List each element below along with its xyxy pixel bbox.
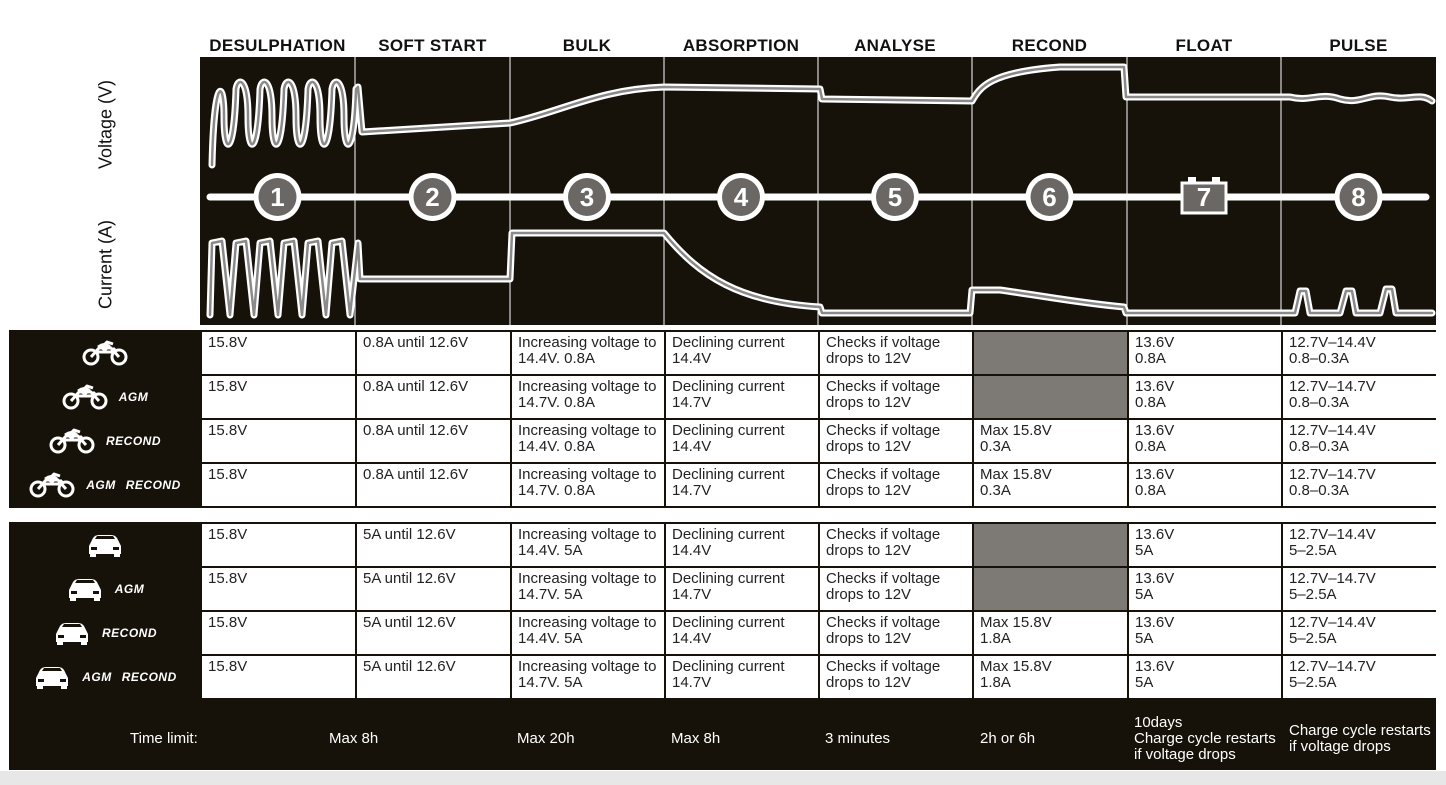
cell-text: 13.6V bbox=[1135, 334, 1175, 351]
cell-text: Max 15.8V bbox=[980, 466, 1052, 483]
cell-text: 14.7V bbox=[672, 674, 712, 691]
car-icon bbox=[85, 532, 125, 558]
cell-text: drops to 12V bbox=[826, 350, 912, 367]
cell-text: Declining current bbox=[672, 570, 785, 587]
time-limit-value-6 bbox=[1134, 715, 1276, 763]
voltage-curve bbox=[212, 67, 1432, 165]
cell-text: Checks if voltage bbox=[826, 614, 941, 631]
time-limit-value-4 bbox=[825, 731, 890, 747]
car-icon bbox=[65, 576, 105, 602]
car-cell-3-7 bbox=[1129, 612, 1281, 654]
car-cell-3-8 bbox=[1283, 612, 1436, 654]
car-table bbox=[9, 522, 1436, 770]
motorcycle-cell-2-7 bbox=[1129, 376, 1281, 418]
mode-tag: RECOND bbox=[101, 626, 157, 640]
cell-text: Checks if voltage bbox=[826, 658, 941, 675]
motorcycle-row-icon-2 bbox=[9, 375, 200, 419]
cell-text: 12.7V–14.7V bbox=[1289, 466, 1376, 483]
cell-text: 14.4V. 5A bbox=[518, 630, 583, 647]
time-limit-value-5 bbox=[980, 731, 1035, 747]
car-cell-4-4 bbox=[666, 656, 818, 698]
cell-text: 15.8V bbox=[208, 526, 248, 543]
time-limit-line: Charge cycle restarts bbox=[1289, 722, 1431, 739]
cell-text: 5–2.5A bbox=[1289, 630, 1337, 647]
car-cell-1-4 bbox=[666, 524, 818, 566]
cell-text: drops to 12V bbox=[826, 674, 912, 691]
stage-badge-3 bbox=[563, 173, 611, 221]
time-limit-line: if voltage drops bbox=[1289, 738, 1391, 755]
cell-text: drops to 12V bbox=[826, 586, 912, 603]
stage-header-6: RECOND bbox=[1011, 36, 1088, 55]
motorcycle-icon bbox=[28, 472, 76, 498]
cell-text: 14.7V. 5A bbox=[518, 674, 583, 691]
motorcycle-cell-1-7 bbox=[1129, 332, 1281, 374]
car-cell-1-7 bbox=[1129, 524, 1281, 566]
time-limit-line: Max 20h bbox=[517, 730, 575, 747]
motorcycle-cell-3-5 bbox=[820, 420, 972, 462]
cell-text: Max 15.8V bbox=[980, 614, 1052, 631]
motorcycle-cell-1-8 bbox=[1283, 332, 1436, 374]
current-axis-label: Current (A) bbox=[95, 220, 116, 310]
cell-text: 5A bbox=[1135, 674, 1154, 691]
motorcycle-cell-4-1 bbox=[202, 464, 355, 506]
not-applicable-cell bbox=[974, 332, 1127, 374]
motorcycle-cell-1-1 bbox=[202, 332, 355, 374]
car-icon bbox=[32, 664, 72, 690]
cell-text: Declining current bbox=[672, 422, 785, 439]
cell-text: 5–2.5A bbox=[1289, 674, 1337, 691]
motorcycle-table bbox=[9, 330, 1436, 508]
motorcycle-row-icon-1 bbox=[9, 331, 200, 375]
time-limit-value-2 bbox=[517, 731, 575, 747]
car-cell-1-1 bbox=[202, 524, 355, 566]
stage-badge-5 bbox=[871, 173, 919, 221]
motorcycle-cell-1-2 bbox=[357, 332, 510, 374]
motorcycle-row-icon-3 bbox=[9, 419, 200, 463]
cell-text: Max 15.8V bbox=[980, 422, 1052, 439]
battery-terminal bbox=[1212, 177, 1220, 183]
cell-text: Increasing voltage to bbox=[518, 658, 657, 675]
car-cell-1-8 bbox=[1283, 524, 1436, 566]
cell-text: Checks if voltage bbox=[826, 334, 941, 351]
car-cell-3-6 bbox=[974, 612, 1127, 654]
stage-badge-7 bbox=[1182, 177, 1226, 213]
cell-text: 13.6V bbox=[1135, 466, 1175, 483]
stage-header-2: SOFT START bbox=[378, 36, 487, 55]
cell-text: 15.8V bbox=[208, 378, 248, 395]
window-bottom-strip bbox=[0, 771, 1446, 785]
voltage-curve-outline bbox=[212, 67, 1432, 165]
motorcycle-cell-3-6 bbox=[974, 420, 1127, 462]
cell-text: 15.8V bbox=[208, 422, 248, 439]
cell-text: Declining current bbox=[672, 526, 785, 543]
cell-text: 5A until 12.6V bbox=[363, 570, 456, 587]
cell-text: 0.8–0.3A bbox=[1289, 482, 1350, 499]
car-cell-1-5 bbox=[820, 524, 972, 566]
time-limit-value-3 bbox=[671, 731, 720, 747]
cell-text: Increasing voltage to bbox=[518, 526, 657, 543]
cell-text: drops to 12V bbox=[826, 630, 912, 647]
mode-tag: RECOND bbox=[105, 434, 161, 448]
motorcycle-cell-4-6 bbox=[974, 464, 1127, 506]
cell-text: 15.8V bbox=[208, 658, 248, 675]
motorcycle-cell-1-4 bbox=[666, 332, 818, 374]
motorcycle-cell-1-5 bbox=[820, 332, 972, 374]
motorcycle-icon bbox=[48, 428, 96, 454]
time-limit-label: Time limit: bbox=[130, 730, 198, 747]
stage-number: 2 bbox=[425, 182, 440, 212]
cell-text: 1.8A bbox=[980, 674, 1011, 691]
car-row-icon-2 bbox=[9, 567, 200, 611]
mode-tag: RECOND bbox=[125, 478, 181, 492]
cell-text: 12.7V–14.7V bbox=[1289, 658, 1376, 675]
motorcycle-cell-2-8 bbox=[1283, 376, 1436, 418]
stage-number: 6 bbox=[1042, 182, 1057, 212]
stage-header-7: FLOAT bbox=[1175, 36, 1233, 55]
cell-text: 14.7V bbox=[672, 586, 712, 603]
cell-text: 5A until 12.6V bbox=[363, 658, 456, 675]
mode-tag: AGM bbox=[82, 670, 112, 684]
cell-text: drops to 12V bbox=[826, 482, 912, 499]
stage-badge-4 bbox=[717, 173, 765, 221]
time-limit-line: Max 8h bbox=[329, 730, 379, 747]
cell-text: Increasing voltage to bbox=[518, 334, 657, 351]
not-applicable-cell bbox=[974, 376, 1127, 418]
voltage-axis-label: Voltage (V) bbox=[95, 79, 116, 170]
charge-curves bbox=[200, 57, 1436, 325]
car-cell-2-5 bbox=[820, 568, 972, 610]
cell-text: Checks if voltage bbox=[826, 422, 941, 439]
cell-text: 0.8–0.3A bbox=[1289, 394, 1350, 411]
time-limit-line: 3 minutes bbox=[825, 730, 891, 747]
motorcycle-icon bbox=[81, 340, 129, 366]
stage-header-4: ABSORPTION bbox=[682, 36, 800, 55]
cell-text: 0.8A until 12.6V bbox=[363, 334, 469, 351]
cell-text: drops to 12V bbox=[826, 438, 912, 455]
cell-text: Max 15.8V bbox=[980, 658, 1052, 675]
stage-badge-8 bbox=[1335, 173, 1383, 221]
cell-text: 14.7V bbox=[672, 482, 712, 499]
car-cell-2-4 bbox=[666, 568, 818, 610]
stage-badge-6 bbox=[1026, 173, 1074, 221]
cell-text: 5A bbox=[1135, 630, 1154, 647]
car-cell-4-1 bbox=[202, 656, 355, 698]
cell-text: 5A until 12.6V bbox=[363, 526, 456, 543]
cell-text: 13.6V bbox=[1135, 570, 1175, 587]
current-curve bbox=[210, 233, 1432, 315]
motorcycle-cell-2-5 bbox=[820, 376, 972, 418]
cell-text: 0.8–0.3A bbox=[1289, 438, 1350, 455]
stage-header-1: DESULPHATION bbox=[209, 36, 346, 55]
mode-tag: AGM bbox=[118, 390, 149, 404]
car-cell-1-3 bbox=[512, 524, 664, 566]
motorcycle-cell-3-4 bbox=[666, 420, 818, 462]
time-limit-value-7 bbox=[1289, 723, 1431, 755]
motorcycle-icon bbox=[61, 384, 109, 410]
not-applicable-cell bbox=[974, 524, 1127, 566]
motorcycle-cell-4-5 bbox=[820, 464, 972, 506]
cell-text: 12.7V–14.7V bbox=[1289, 378, 1376, 395]
stage-number: 5 bbox=[887, 182, 903, 212]
time-limit-value-1 bbox=[329, 731, 378, 747]
cell-text: Checks if voltage bbox=[826, 526, 941, 543]
charge-profile-graph bbox=[200, 57, 1436, 325]
cell-text: 14.4V. 5A bbox=[518, 542, 583, 559]
cell-text: 14.7V bbox=[672, 394, 712, 411]
car-cell-2-2 bbox=[357, 568, 510, 610]
car-cell-4-3 bbox=[512, 656, 664, 698]
car-cell-2-7 bbox=[1129, 568, 1281, 610]
motorcycle-cell-2-3 bbox=[512, 376, 664, 418]
cell-text: Increasing voltage to bbox=[518, 466, 657, 483]
car-cell-1-2 bbox=[357, 524, 510, 566]
cell-text: Increasing voltage to bbox=[518, 570, 657, 587]
car-cell-3-2 bbox=[357, 612, 510, 654]
cell-text: 14.4V bbox=[672, 630, 712, 647]
cell-text: 13.6V bbox=[1135, 658, 1175, 675]
cell-text: 5A until 12.6V bbox=[363, 614, 456, 631]
cell-text: 14.4V. 0.8A bbox=[518, 350, 596, 367]
car-cell-3-1 bbox=[202, 612, 355, 654]
mode-tag: AGM bbox=[114, 582, 145, 596]
motorcycle-cell-3-2 bbox=[357, 420, 510, 462]
cell-text: 12.7V–14.4V bbox=[1289, 422, 1376, 439]
car-icon bbox=[52, 620, 92, 646]
cell-text: 13.6V bbox=[1135, 378, 1175, 395]
cell-text: 12.7V–14.4V bbox=[1289, 526, 1376, 543]
cell-text: Increasing voltage to bbox=[518, 422, 657, 439]
car-cell-2-1 bbox=[202, 568, 355, 610]
time-limit-line: if voltage drops bbox=[1134, 746, 1236, 763]
motorcycle-cell-2-1 bbox=[202, 376, 355, 418]
mode-tag: AGM bbox=[86, 478, 116, 492]
cell-text: 14.7V. 0.8A bbox=[518, 482, 596, 499]
motorcycle-cell-2-4 bbox=[666, 376, 818, 418]
stage-header-5: ANALYSE bbox=[854, 36, 936, 55]
motorcycle-cell-4-2 bbox=[357, 464, 510, 506]
cell-text: 0.8A bbox=[1135, 438, 1166, 455]
cell-text: 13.6V bbox=[1135, 526, 1175, 543]
stage-header-3: BULK bbox=[562, 36, 612, 55]
battery-terminal bbox=[1188, 177, 1196, 183]
car-cell-3-4 bbox=[666, 612, 818, 654]
cell-text: 14.7V. 5A bbox=[518, 586, 583, 603]
cell-text: 15.8V bbox=[208, 614, 248, 631]
time-limit-line: 10days bbox=[1134, 714, 1183, 731]
motorcycle-row-icon-4 bbox=[9, 463, 200, 507]
cell-text: 5A bbox=[1135, 586, 1154, 603]
cell-text: 0.8–0.3A bbox=[1289, 350, 1350, 367]
cell-text: Declining current bbox=[672, 614, 785, 631]
car-row-icon-1 bbox=[9, 523, 200, 567]
stage-number: 1 bbox=[270, 182, 285, 212]
car-row-icon-4 bbox=[9, 655, 200, 699]
cell-text: 0.8A bbox=[1135, 482, 1166, 499]
cell-text: 5A bbox=[1135, 542, 1154, 559]
cell-text: drops to 12V bbox=[826, 542, 912, 559]
cell-text: 0.8A until 12.6V bbox=[363, 422, 469, 439]
mode-tag: RECOND bbox=[121, 670, 177, 684]
motorcycle-cell-3-3 bbox=[512, 420, 664, 462]
cell-text: Declining current bbox=[672, 466, 785, 483]
cell-text: 0.3A bbox=[980, 482, 1011, 499]
cell-text: 14.4V bbox=[672, 542, 712, 559]
stage-badge-1 bbox=[254, 173, 302, 221]
time-limit-line: Max 8h bbox=[671, 730, 721, 747]
cell-text: Checks if voltage bbox=[826, 378, 941, 395]
stage-number: 7 bbox=[1196, 182, 1212, 212]
stage-badge-2 bbox=[409, 173, 457, 221]
cell-text: 14.4V. 0.8A bbox=[518, 438, 596, 455]
current-curve-outline bbox=[210, 233, 1432, 315]
car-cell-4-8 bbox=[1283, 656, 1436, 698]
motorcycle-cell-2-2 bbox=[357, 376, 510, 418]
cell-text: Declining current bbox=[672, 658, 785, 675]
cell-text: 15.8V bbox=[208, 334, 248, 351]
motorcycle-cell-1-3 bbox=[512, 332, 664, 374]
car-cell-4-7 bbox=[1129, 656, 1281, 698]
cell-text: 15.8V bbox=[208, 570, 248, 587]
cell-text: 5–2.5A bbox=[1289, 586, 1337, 603]
cell-text: Declining current bbox=[672, 334, 785, 351]
motorcycle-cell-3-7 bbox=[1129, 420, 1281, 462]
cell-text: 14.7V. 0.8A bbox=[518, 394, 596, 411]
stage-number: 4 bbox=[733, 182, 749, 212]
car-cell-4-5 bbox=[820, 656, 972, 698]
cell-text: drops to 12V bbox=[826, 394, 912, 411]
car-cell-3-3 bbox=[512, 612, 664, 654]
motorcycle-cell-4-8 bbox=[1283, 464, 1436, 506]
motorcycle-cell-4-3 bbox=[512, 464, 664, 506]
car-cell-2-8 bbox=[1283, 568, 1436, 610]
cell-text: 0.8A until 12.6V bbox=[363, 466, 469, 483]
cell-text: 15.8V bbox=[208, 466, 248, 483]
time-limit-line: Charge cycle restarts bbox=[1134, 730, 1276, 747]
cell-text: Checks if voltage bbox=[826, 466, 941, 483]
cell-text: 14.4V bbox=[672, 438, 712, 455]
cell-text: 12.7V–14.4V bbox=[1289, 614, 1376, 631]
time-limit-line: 2h or 6h bbox=[980, 730, 1036, 747]
not-applicable-cell bbox=[974, 568, 1127, 610]
stage-number: 8 bbox=[1351, 182, 1366, 212]
cell-text: 0.8A bbox=[1135, 350, 1166, 367]
cell-text: 0.8A until 12.6V bbox=[363, 378, 469, 395]
stage-header-8: PULSE bbox=[1329, 36, 1388, 55]
cell-text: Checks if voltage bbox=[826, 570, 941, 587]
cell-text: Increasing voltage to bbox=[518, 378, 657, 395]
motorcycle-cell-3-8 bbox=[1283, 420, 1436, 462]
cell-text: 12.7V–14.7V bbox=[1289, 570, 1376, 587]
motorcycle-cell-4-4 bbox=[666, 464, 818, 506]
cell-text: Increasing voltage to bbox=[518, 614, 657, 631]
cell-text: 13.6V bbox=[1135, 422, 1175, 439]
cell-text: 12.7V–14.4V bbox=[1289, 334, 1376, 351]
car-cell-2-3 bbox=[512, 568, 664, 610]
cell-text: Declining current bbox=[672, 378, 785, 395]
cell-text: 5–2.5A bbox=[1289, 542, 1337, 559]
car-cell-4-6 bbox=[974, 656, 1127, 698]
cell-text: 14.4V bbox=[672, 350, 712, 367]
motorcycle-cell-3-1 bbox=[202, 420, 355, 462]
car-row-icon-3 bbox=[9, 611, 200, 655]
motorcycle-cell-4-7 bbox=[1129, 464, 1281, 506]
car-cell-4-2 bbox=[357, 656, 510, 698]
cell-text: 0.8A bbox=[1135, 394, 1166, 411]
car-cell-3-5 bbox=[820, 612, 972, 654]
cell-text: 1.8A bbox=[980, 630, 1011, 647]
stage-number: 3 bbox=[579, 182, 595, 212]
cell-text: 13.6V bbox=[1135, 614, 1175, 631]
cell-text: 0.3A bbox=[980, 438, 1011, 455]
